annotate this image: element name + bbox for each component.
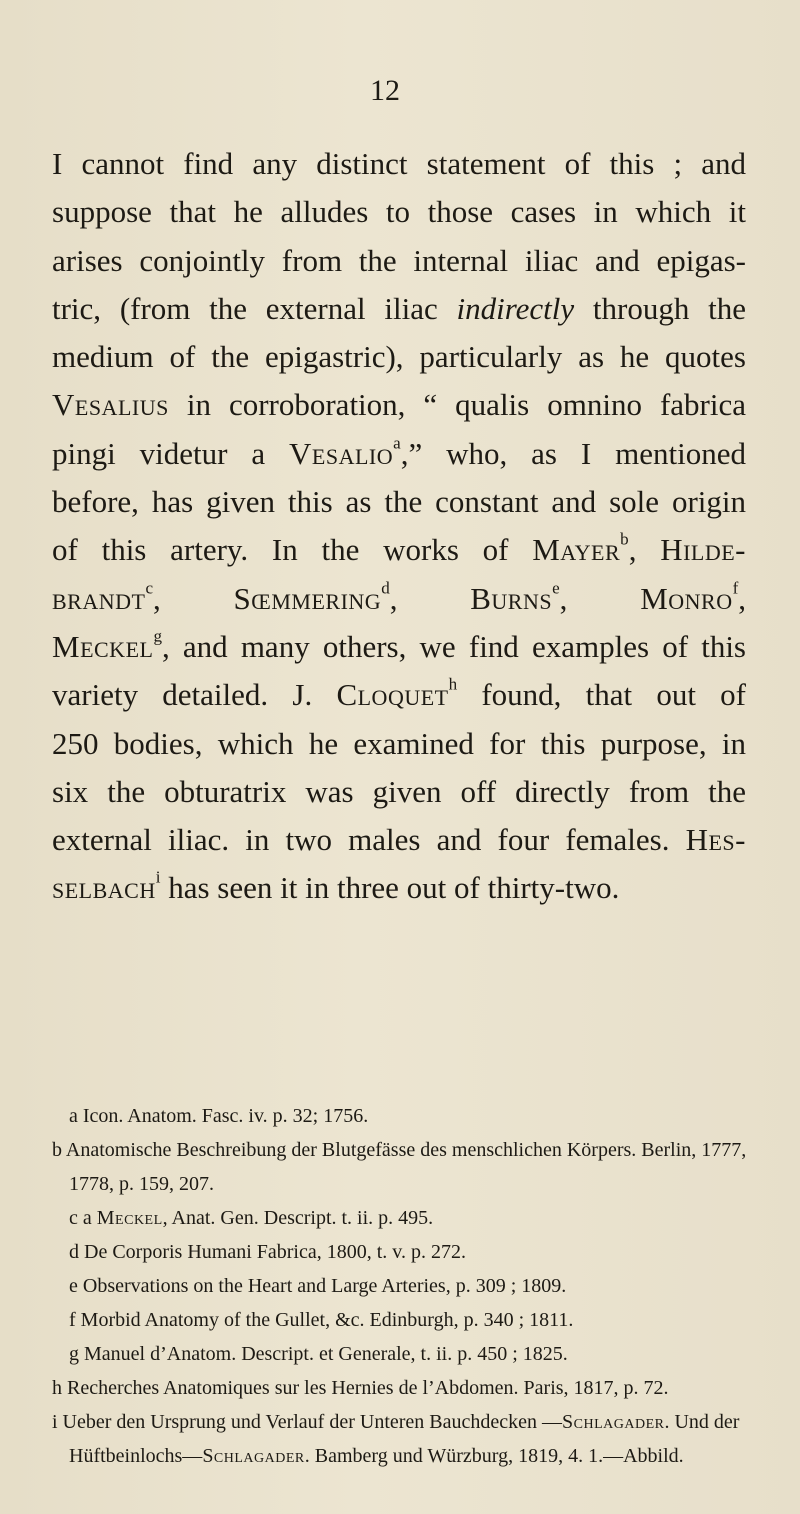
text-line (52, 188, 746, 236)
small-caps-name: Hilde- (660, 532, 747, 568)
text-run: through the (574, 290, 747, 326)
text-line (52, 720, 746, 768)
footnote-marker: c (145, 578, 154, 598)
small-caps-name: Schlagader (562, 1411, 665, 1433)
footnote-marker: h (448, 674, 458, 694)
text-run: a Icon. Anatom. Fasc. iv. p. 32; 1756. (69, 1105, 369, 1127)
text-run: c a (69, 1207, 97, 1229)
text-run: f Morbid Anatomy of the Gullet, &c. Edinburgh, p. 340 ; 1811. (69, 1309, 574, 1331)
footnote-marker: f (732, 578, 739, 598)
text-run: pingi videtur a (52, 435, 290, 471)
footnote-marker: d (381, 578, 390, 598)
text-run: . Bamberg und Würzburg, 1819, 4. 1.—Abbild. (304, 1445, 684, 1467)
footnote-marker: e (552, 578, 560, 598)
text-run: , (559, 580, 641, 616)
text-line (52, 140, 746, 188)
text-line (52, 381, 746, 429)
footnote (52, 1371, 758, 1405)
text-run: , (738, 580, 747, 616)
small-caps-name: Vesalius (52, 387, 169, 423)
text-run: six the obturatrix was given off directly from the (52, 773, 746, 809)
text-run: arises conjointly from the internal iliac and epigas- (52, 242, 746, 278)
text-run: external iliac. in two males and four females. (52, 822, 686, 858)
text-run: medium of the epigastric), particularly as he quotes (52, 339, 746, 375)
small-caps-name: Meckel (96, 1207, 163, 1229)
text-line (52, 333, 746, 381)
text-run: before, has given this as the constant and sole origin (52, 484, 746, 520)
text-run: h Recherches Anatomiques sur les Hernies de l’Abdomen. Paris, 1817, p. 72. (52, 1377, 669, 1399)
text-run: i Ueber den Ursprung und Verlauf der Unteren Bauchdecken — (52, 1411, 563, 1433)
text-run: tric, (from the external iliac (52, 290, 457, 326)
text-run: e Observations on the Heart and Large Arteries, p. 309 ; 1809. (69, 1275, 567, 1297)
text-run: in corroboration, “ qualis omnino fabrica (168, 387, 746, 423)
footnotes (52, 1099, 758, 1473)
footnote (52, 1235, 758, 1269)
text-line (52, 430, 746, 478)
footnote-marker: b (620, 530, 629, 550)
text-run: found, that out of (457, 677, 747, 713)
text-line (52, 623, 746, 671)
footnote (52, 1269, 758, 1303)
page-number: 12 (370, 74, 400, 107)
text-line (52, 575, 746, 623)
small-caps-name: Sœmmering (233, 580, 382, 616)
small-caps-name: brandt (52, 580, 146, 616)
text-run: , (389, 580, 471, 616)
footnote (52, 1099, 758, 1133)
small-caps-name: Schlagader (202, 1445, 305, 1467)
small-caps-name: Hes- (685, 822, 746, 858)
text-run: , (153, 580, 234, 616)
footnote-marker: a (393, 433, 401, 453)
footnote (52, 1337, 758, 1371)
small-caps-name: Vesalio (289, 435, 394, 471)
text-run: b Anatomische Beschreibung der Blutgefässe des menschlichen Körpers. Berlin, 1777, 1778, p. 159, 207. (52, 1139, 747, 1195)
small-caps-name: Monro (640, 580, 733, 616)
text-run: , (628, 532, 661, 568)
footnote (52, 1133, 758, 1201)
emphasis-text: indirectly (456, 290, 575, 326)
text-line (52, 526, 746, 574)
footnote (52, 1303, 758, 1337)
text-run: 250 bodies, which he examined for this purpose, in (52, 725, 746, 761)
footnote (52, 1201, 758, 1235)
text-line (52, 671, 746, 719)
text-run: . Und der Hüftbeinlochs— (69, 1411, 740, 1467)
text-line (52, 768, 746, 816)
small-caps-name: Burns (470, 580, 553, 616)
footnote (52, 1405, 758, 1473)
text-run: g Manuel d’Anatom. Descript. et Generale, t. ii. p. 450 ; 1825. (69, 1343, 568, 1365)
text-line (52, 816, 746, 864)
text-line (52, 478, 746, 526)
small-caps-name: Meckel (52, 628, 154, 664)
small-caps-name: Mayer (532, 532, 621, 568)
text-line (52, 285, 746, 333)
text-run: variety detailed. J. (52, 677, 337, 713)
footnote-marker: g (153, 626, 162, 646)
text-run: has seen it in three out of thirty-two. (160, 870, 620, 906)
text-run: d De Corporis Humani Fabrica, 1800, t. v. p. 272. (69, 1241, 466, 1263)
body-text (52, 140, 746, 913)
text-run: of this artery. In the works of (52, 532, 533, 568)
text-line (52, 237, 746, 285)
text-run: , and many others, we find examples of this (161, 628, 746, 664)
footnote-marker: i (155, 868, 161, 888)
text-run: , Anat. Gen. Descript. t. ii. p. 495. (162, 1207, 434, 1229)
text-run: I cannot find any distinct statement of this ; and (52, 146, 746, 181)
text-run: suppose that he alludes to those cases in which it (52, 194, 746, 230)
small-caps-name: Cloquet (336, 677, 449, 713)
text-run: ,” who, as I mentioned (400, 435, 746, 471)
small-caps-name: selbach (52, 870, 156, 906)
text-line (52, 864, 746, 912)
